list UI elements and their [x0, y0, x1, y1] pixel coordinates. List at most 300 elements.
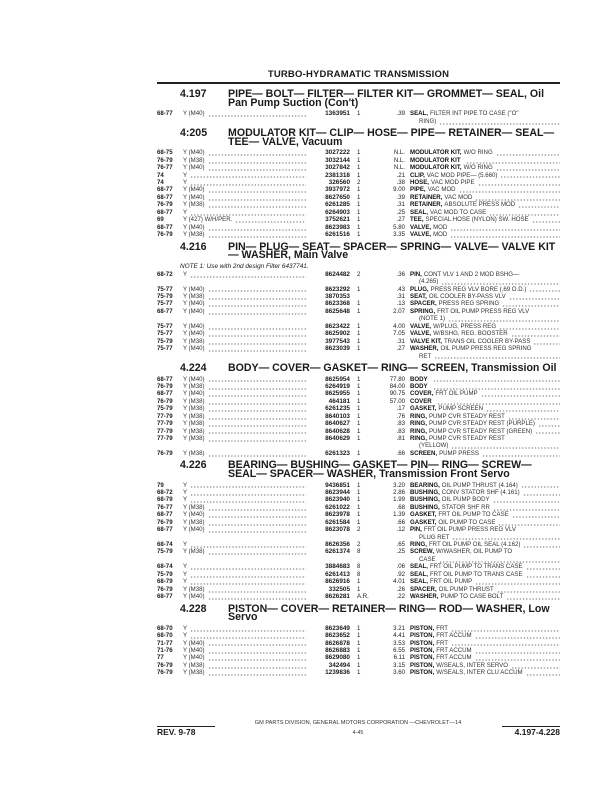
dot-leader	[235, 216, 306, 223]
model-cell	[183, 586, 310, 593]
part-number: 8623983	[325, 223, 350, 231]
price: 2.86	[393, 488, 405, 496]
description-text: (YELLOW)	[419, 442, 449, 450]
dot-leader	[208, 428, 306, 435]
price: 5.80	[393, 223, 405, 231]
model-code: Y	[183, 578, 188, 586]
year-range: 74	[157, 179, 164, 186]
model-cell	[183, 578, 310, 585]
year-range: 68-77	[157, 390, 173, 398]
description	[405, 450, 560, 457]
description	[405, 398, 560, 405]
part-number: 342494	[328, 661, 350, 669]
year-range: 79	[157, 481, 164, 489]
description-name: VALVE,	[410, 330, 432, 338]
price: N.L.	[393, 156, 405, 164]
parts-row	[157, 390, 560, 397]
description-name: COVER	[410, 397, 432, 405]
part-number: 8623368	[325, 300, 350, 308]
year-range: 68-74	[157, 541, 173, 549]
model-cell	[183, 511, 310, 518]
part-number: 8626916	[325, 578, 350, 586]
description-name: BUSHING,	[410, 496, 440, 504]
model-code: Y	[183, 179, 188, 186]
model-cell	[183, 186, 310, 193]
model-code: Y (M40)	[183, 300, 205, 308]
model-cell	[183, 209, 310, 216]
price: 6.55	[393, 647, 405, 655]
price: .38	[396, 179, 405, 186]
price: N.L.	[393, 149, 405, 157]
quantity: 1	[357, 223, 361, 231]
dot-leader	[190, 563, 306, 570]
year-range: 75-77	[157, 285, 173, 293]
part-number: 8625648	[325, 307, 350, 315]
section-heading	[157, 461, 560, 478]
parts-row	[157, 300, 560, 307]
quantity: 1	[357, 307, 361, 315]
description-text: VAC MOD TO CASE	[429, 208, 487, 216]
parts-row	[157, 662, 560, 669]
part-number: 8624482	[325, 270, 350, 278]
year-range: 75-77	[157, 330, 173, 338]
description-text: PUMP CVR STEADY REST	[428, 435, 505, 443]
model-cell	[183, 398, 310, 405]
model-cell	[183, 390, 310, 397]
description-name: PIPE,	[410, 186, 426, 194]
model-cell	[183, 548, 310, 555]
section-number: 4:205	[180, 127, 208, 140]
description-text: FILTER INT PIPE TO CASE ("O"	[429, 110, 519, 118]
dot-leader	[523, 541, 560, 548]
description-continuation	[405, 315, 560, 322]
part-number: 8623652	[325, 632, 350, 640]
price: 3.15	[393, 661, 405, 669]
dot-leader	[466, 157, 560, 164]
quantity: 1	[357, 285, 361, 293]
price: 6.11	[393, 654, 405, 662]
model-code: Y (M40)	[183, 526, 205, 534]
description-name: BUSHING,	[410, 488, 440, 496]
quantity: 1	[357, 511, 361, 519]
description	[405, 201, 560, 208]
description-text: FRT OIL PUMP PRESS REG VLV	[423, 526, 516, 534]
year-range: 76-79	[157, 382, 173, 390]
quantity: 1	[357, 345, 361, 353]
description-continuation	[405, 118, 560, 125]
quantity: 8	[357, 548, 361, 556]
description	[405, 231, 560, 238]
parts-row	[157, 323, 560, 330]
description-name: SEAL,	[410, 208, 428, 216]
quantity: 1	[357, 382, 361, 390]
year-range: 68-77	[157, 593, 173, 601]
model-code: Y (M38)	[183, 201, 205, 209]
parts-row	[157, 578, 560, 585]
quantity: 1	[357, 420, 361, 428]
model-code: Y	[183, 570, 188, 578]
description	[405, 186, 560, 193]
model-code: Y (M40)	[183, 593, 205, 601]
description-name: SEAL,	[410, 563, 428, 571]
price: .83	[396, 420, 405, 428]
dot-leader	[459, 186, 560, 193]
parts-row	[157, 172, 560, 179]
description-text: FRT OIL PUMP TO CASE	[438, 511, 509, 519]
price: .83	[396, 427, 405, 435]
year-range: 69	[157, 216, 164, 224]
description-text: ABSOLUTE PRESS MOD	[444, 201, 516, 209]
dot-leader	[433, 383, 560, 390]
dot-leader	[208, 398, 306, 405]
dot-leader	[208, 669, 306, 676]
description-name: GASKET,	[410, 511, 437, 519]
parts-row	[157, 293, 560, 300]
description-text: FRT OIL PUMP PRESS REG VLV	[437, 307, 530, 315]
price: .25	[396, 208, 405, 216]
year-range: 77-79	[157, 420, 173, 428]
parts-row	[157, 420, 560, 427]
dot-leader	[208, 662, 306, 669]
model-code: Y (M40)	[183, 110, 205, 118]
price: N.L.	[393, 164, 405, 172]
parts-row	[157, 209, 560, 216]
description	[405, 179, 560, 186]
price: 3.53	[393, 639, 405, 647]
model-code: Y (M40)	[183, 322, 205, 330]
price: .66	[396, 449, 405, 457]
description-name: BODY	[410, 382, 428, 390]
description-text: MOD	[433, 223, 448, 231]
price: .06	[396, 563, 405, 571]
part-number: 8623940	[325, 496, 350, 504]
year-range: 68-77	[157, 186, 173, 194]
price: .39	[396, 193, 405, 201]
description-text: VAC MOD	[427, 186, 456, 194]
year-range: 76-79	[157, 201, 173, 209]
quantity: 1	[357, 669, 361, 677]
description-name: PISTON,	[410, 624, 435, 632]
quantity: 1	[357, 488, 361, 496]
part-number: 8625954	[325, 375, 350, 383]
model-code: Y (M38)	[183, 397, 205, 405]
description-name: PISTON,	[410, 669, 435, 677]
model-code: Y (M40)	[183, 511, 205, 519]
dot-leader	[190, 489, 306, 496]
year-range: 68-77	[157, 375, 173, 383]
dot-leader	[523, 489, 560, 496]
description	[405, 323, 560, 330]
dot-leader	[511, 662, 560, 669]
dot-leader	[190, 179, 306, 186]
description-text: OIL PUMP TO CASE	[438, 518, 496, 526]
description	[405, 194, 560, 201]
description	[405, 519, 560, 526]
year-range: 68-70	[157, 624, 173, 632]
price: .31	[396, 201, 405, 209]
dot-leader	[208, 640, 306, 647]
model-code: Y	[183, 496, 188, 504]
model-cell	[183, 216, 310, 223]
description-text: (NOTE 1)	[419, 315, 446, 323]
footer-revision: REV. 9-78	[157, 727, 196, 737]
dot-leader	[496, 164, 560, 171]
quantity: 1	[357, 412, 361, 420]
model-cell	[183, 563, 310, 570]
model-cell	[183, 420, 310, 427]
description	[405, 541, 560, 548]
part-number: 8640629	[325, 435, 350, 443]
description	[405, 496, 560, 503]
dot-leader	[208, 548, 306, 555]
dot-leader	[439, 118, 560, 125]
dot-leader	[512, 511, 560, 518]
page-header-title: TURBO-HYDRAMATIC TRANSMISSION	[267, 69, 450, 80]
part-number: 8623039	[325, 345, 350, 353]
quantity: 1	[357, 496, 361, 504]
description	[405, 420, 560, 427]
description	[405, 286, 560, 293]
dot-leader	[208, 323, 306, 330]
dot-leader	[450, 231, 560, 238]
parts-row	[157, 489, 560, 496]
description	[405, 405, 560, 412]
dot-leader	[208, 593, 306, 600]
parts-row-continuation	[157, 534, 560, 541]
model-code: Y (M40)	[183, 193, 205, 201]
part-number: 8640103	[325, 412, 350, 420]
year-range: 75-77	[157, 345, 173, 353]
quantity: 1	[357, 208, 361, 216]
model-cell	[183, 345, 310, 352]
description	[405, 383, 560, 390]
year-range: 76-79	[157, 231, 173, 239]
description	[405, 593, 560, 600]
parts-row	[157, 413, 560, 420]
year-range: 68-77	[157, 223, 173, 231]
model-cell	[183, 669, 310, 676]
description-name: BEARING,	[410, 481, 440, 489]
footer-publisher: GM PARTS DIVISION, GENERAL MOTORS CORPORATION —CHEVROLET—14	[254, 720, 462, 726]
part-number: 3032144	[325, 156, 350, 164]
model-cell	[183, 504, 310, 511]
price: .31	[396, 337, 405, 345]
model-code: Y (M40)	[183, 330, 205, 338]
description-text: FRT OIL PUMP OIL SEAL (4.162)	[428, 541, 521, 549]
dot-leader	[489, 209, 560, 216]
part-number: 3937972	[325, 186, 350, 194]
description-name: VALVE,	[410, 231, 432, 239]
description-text: VAC MOD PIPE	[430, 179, 475, 186]
year-range: 71-77	[157, 639, 173, 647]
description-text: W/O RING	[463, 149, 493, 157]
part-number: 6261235	[325, 405, 350, 413]
price: .25	[396, 548, 405, 556]
dot-leader	[208, 647, 306, 654]
section-heading	[157, 361, 560, 374]
model-cell	[183, 654, 310, 661]
description-text: W/SEALS, INTER CLU ACCUM	[436, 669, 523, 677]
part-number: 8623944	[325, 488, 350, 496]
dot-leader	[452, 534, 560, 541]
part-number: 8629080	[325, 654, 350, 662]
parts-row	[157, 201, 560, 208]
description-text: FRT ACCUM	[436, 647, 472, 655]
dot-leader	[190, 496, 306, 503]
part-number: 6261516	[325, 231, 350, 239]
model-code: Y (M38)	[183, 382, 205, 390]
quantity: 1	[357, 661, 361, 669]
parts-row-continuation	[157, 118, 560, 125]
price: 4.00	[393, 322, 405, 330]
part-number: 8623078	[325, 526, 350, 534]
year-range: 75-79	[157, 570, 173, 578]
dot-leader	[208, 511, 306, 518]
model-cell	[183, 450, 310, 457]
dot-leader	[190, 172, 306, 179]
description-text: FRT OIL PUMP	[435, 390, 478, 398]
dot-leader	[433, 376, 560, 383]
description-text: PUMP PRESS	[439, 449, 479, 457]
year-range: 76-79	[157, 585, 173, 593]
quantity: 1	[357, 624, 361, 632]
part-number: 3977543	[325, 337, 350, 345]
price: .21	[396, 171, 405, 179]
dot-leader	[521, 482, 560, 489]
description	[405, 662, 560, 669]
quantity: 1	[357, 330, 361, 338]
description	[405, 632, 560, 639]
description	[405, 209, 560, 216]
model-code: Y (M38)	[183, 231, 205, 239]
description-name: MODULATOR KIT	[410, 156, 461, 164]
dot-leader	[208, 194, 306, 201]
description-name: PISTON,	[410, 654, 435, 662]
model-code: Y (M40)	[183, 307, 205, 315]
parts-row	[157, 563, 560, 570]
quantity: 1	[357, 216, 361, 224]
year-range: 68-79	[157, 578, 173, 586]
price: .68	[396, 503, 405, 511]
model-cell	[183, 157, 310, 164]
dot-leader	[208, 383, 306, 390]
model-cell	[183, 231, 310, 238]
dot-leader	[208, 654, 306, 661]
model-cell	[183, 435, 310, 442]
quantity: 8	[357, 563, 361, 571]
parts-row	[157, 496, 560, 503]
part-number: 8640628	[325, 427, 350, 435]
description-text: (4.265)	[419, 278, 439, 286]
description	[405, 164, 560, 171]
description-name: MODULATOR KIT,	[410, 164, 462, 172]
description-text: W/SEALS, INTER SERVO	[436, 661, 508, 669]
dot-leader	[437, 398, 560, 405]
model-cell	[183, 110, 310, 117]
dot-leader	[190, 271, 306, 278]
quantity: 8	[357, 570, 361, 578]
description-continuation	[405, 534, 560, 541]
part-number: 3884683	[325, 563, 350, 571]
description-name: SEAL,	[410, 578, 428, 586]
description-text: CONV STATOR SHF (4.161)	[441, 488, 520, 496]
model-code: Y	[183, 270, 188, 278]
dot-leader	[190, 482, 306, 489]
parts-row	[157, 632, 560, 639]
description-text: OIL PUMP PRESS REG SPRING	[440, 345, 532, 353]
model-code: Y (M40)	[183, 186, 205, 194]
dot-leader	[508, 413, 560, 420]
dot-leader	[208, 519, 306, 526]
dot-leader	[208, 149, 306, 156]
dot-leader	[533, 338, 560, 345]
dot-leader	[498, 519, 560, 526]
parts-row	[157, 405, 560, 412]
description-name: SPACER,	[410, 585, 437, 593]
parts-row	[157, 541, 560, 548]
parts-row	[157, 179, 560, 186]
description	[405, 571, 560, 578]
dot-leader	[190, 571, 306, 578]
year-range: 75-77	[157, 300, 173, 308]
price: .26	[396, 585, 405, 593]
dot-leader	[526, 563, 560, 570]
model-code: Y (M38)	[183, 518, 205, 526]
part-number: 6264903	[325, 208, 350, 216]
footer-section-range: 4.197-4.228	[514, 727, 560, 737]
price: 4.01	[393, 578, 405, 586]
quantity: 1	[357, 435, 361, 443]
quantity: 1	[357, 231, 361, 239]
description-name: TEE,	[410, 216, 424, 224]
description-text: VAC MOD	[444, 193, 473, 201]
quantity: 1	[357, 654, 361, 662]
parts-row	[157, 450, 560, 457]
description-name: PIN,	[410, 526, 422, 534]
spacer	[157, 556, 405, 563]
parts-row	[157, 308, 560, 315]
description-text: SPECIAL HOSE (NYLON) SW. HOSE	[425, 216, 529, 224]
section-heading	[157, 129, 560, 146]
model-cell	[183, 625, 310, 632]
model-code: Y (M40)	[183, 375, 205, 383]
dot-leader	[496, 149, 560, 156]
description-name: PLUG,	[410, 285, 429, 293]
dot-leader	[208, 308, 306, 315]
dot-leader	[208, 293, 306, 300]
dot-leader	[208, 231, 306, 238]
model-code: Y (M38)	[183, 337, 205, 345]
year-range: 75-79	[157, 405, 173, 413]
model-cell	[183, 149, 310, 156]
description	[405, 578, 560, 585]
parts-row	[157, 110, 560, 117]
price: .65	[396, 541, 405, 549]
quantity: 1	[357, 405, 361, 413]
part-number: 1239836	[325, 669, 350, 677]
dot-leader	[451, 442, 560, 449]
description-text: CASE	[419, 555, 436, 563]
quantity: 1	[357, 503, 361, 511]
part-number: 2381318	[325, 171, 350, 179]
quantity: 1	[357, 164, 361, 172]
section-number: 4.216	[180, 240, 207, 253]
price: .39	[396, 110, 405, 118]
price: 1.99	[393, 496, 405, 504]
parts-row	[157, 640, 560, 647]
price: .31	[396, 293, 405, 300]
model-cell	[183, 179, 310, 186]
